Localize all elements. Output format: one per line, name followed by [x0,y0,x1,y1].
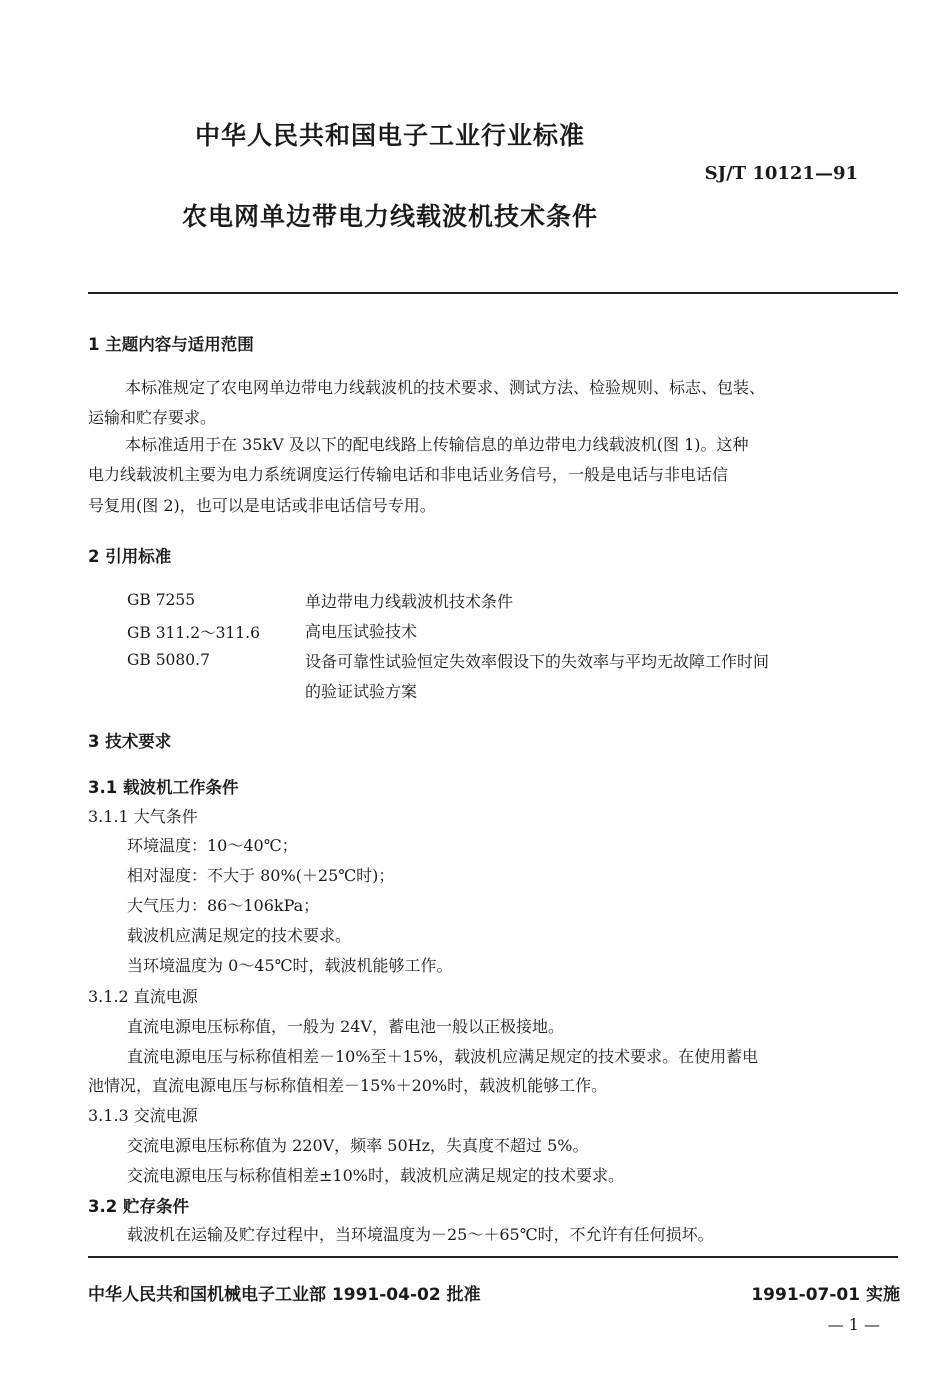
section-1-heading: 1 主题内容与适用范围 [88,335,254,354]
effective-date: 1991-07-01 实施 [751,1285,900,1305]
page-number: — 1 — [827,1315,880,1334]
condition-line: 环境温度：10～40℃； [127,836,298,855]
section-1-paragraph-2-line-1: 本标准适用于在 35kV 及以下的配电线路上传输信息的单边带电力线载波机(图 1)。这种 [125,435,749,454]
section-2-heading: 2 引用标准 [88,547,172,566]
storage-paragraph: 载波机在运输及贮存过程中，当环境温度为－25～＋65℃时，不允许有任何损坏。 [127,1225,714,1244]
reference-title: 单边带电力线载波机技术条件 [305,592,514,611]
header-divider [88,292,898,294]
subsection-3-1-3-heading: 3.1.3 交流电源 [88,1106,198,1125]
reference-title: 设备可靠性试验恒定失效率假设下的失效率与平均无故障工作时间 [305,652,770,671]
reference-code: GB 7255 [127,591,196,609]
ac-power-paragraph-2: 交流电源电压与标称值相差±10%时，载波机应满足规定的技术要求。 [127,1166,624,1185]
document-title: 农电网单边带电力线载波机技术条件 [181,202,598,231]
footer-divider [88,1256,898,1258]
dc-power-paragraph-2-line-1: 直流电源电压与标称值相差－10%至＋15%，载波机应满足规定的技术要求。在使用蓄电 [127,1047,759,1066]
ac-power-paragraph-1: 交流电源电压标称值为 220V，频率 50Hz，失真度不超过 5%。 [127,1136,589,1155]
dc-power-paragraph-2-line-2: 池情况，直流电源电压与标称值相差－15%＋20%时，载波机能够工作。 [88,1076,608,1095]
section-1-paragraph-2-line-3: 号复用(图 2)，也可以是电话或非电话信号专用。 [88,496,436,515]
reference-code: GB 5080.7 [127,651,210,669]
standard-code: SJ/T 10121—91 [704,163,858,184]
section-1-paragraph-1-line-1: 本标准规定了农电网单边带电力线载波机的技术要求、测试方法、检验规则、标志、包装、 [125,378,766,397]
section-1-paragraph-2-line-2: 电力线载波机主要为电力系统调度运行传输电话和非电话业务信号，一般是电话与非电话信 [88,465,729,484]
approval-statement: 中华人民共和国机械电子工业部 1991-04-02 批准 [88,1285,481,1305]
dc-power-paragraph-1: 直流电源电压标称值，一般为 24V，蓄电池一般以正极接地。 [127,1017,565,1036]
condition-line: 载波机应满足规定的技术要求。 [127,926,352,945]
reference-code: GB 311.2～311.6 [127,624,260,642]
subsection-3-1-2-heading: 3.1.2 直流电源 [88,987,198,1006]
reference-title: 高电压试验技术 [305,622,418,641]
subsection-3-1-heading: 3.1 载波机工作条件 [88,778,239,797]
condition-line: 大气压力：86～106kPa； [127,896,320,915]
section-1-paragraph-1-line-2: 运输和贮存要求。 [88,408,217,427]
condition-line: 当环境温度为 0～45℃时，载波机能够工作。 [127,956,453,975]
reference-title-continued: 的验证试验方案 [305,682,418,701]
subsection-3-2-heading: 3.2 贮存条件 [88,1197,189,1216]
subsection-3-1-1-heading: 3.1.1 大气条件 [88,807,198,826]
org-title: 中华人民共和国电子工业行业标准 [194,121,585,150]
condition-line: 相对湿度：不大于 80%(＋25℃时)； [127,866,395,885]
section-3-heading: 3 技术要求 [88,732,172,751]
